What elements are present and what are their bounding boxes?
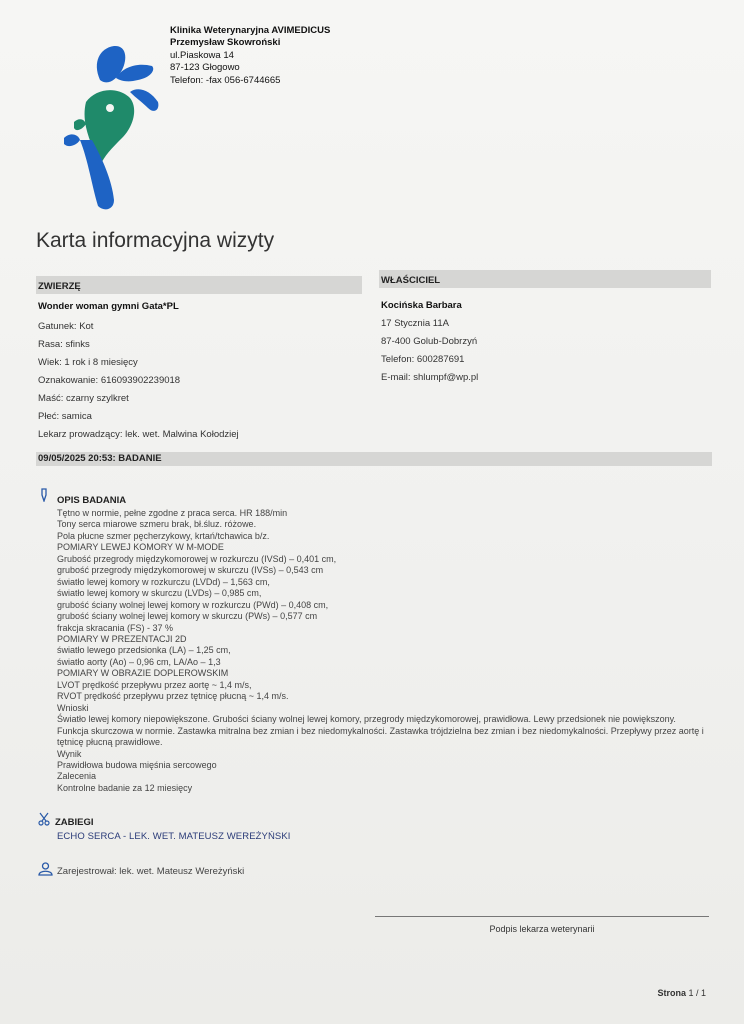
description-body — [57, 508, 707, 794]
owner-phone: Telefon: 600287691 — [381, 354, 465, 365]
description-line: POMIARY LEWEJ KOMORY W M-MODE — [57, 542, 224, 553]
description-line: frakcja skracania (FS) - 37 % — [57, 622, 174, 633]
description-line: grubość przegrody międzykomorowej w skurczu (IVSs) – 0,543 cm — [57, 565, 324, 576]
owner-name: Kocińska Barbara — [381, 300, 462, 311]
animal-vet: Lekarz prowadzący: lek. wet. Malwina Kołodziej — [38, 429, 239, 440]
page-title: Karta informacyjna wizyty — [36, 229, 275, 252]
description-line: LVOT prędkość przepływu przez aortę ~ 1,4 m/s, — [57, 679, 252, 690]
description-title: OPIS BADANIA — [57, 495, 127, 506]
animal-age: Wiek: 1 rok i 8 miesięcy — [38, 357, 138, 368]
description-line: światło lewej komory w rozkurczu (LVDd) – 1,563 cm, — [57, 576, 270, 587]
description-line: Tony serca miarowe szmeru brak, bł.śluz. różowe. — [57, 519, 257, 530]
animal-marking: Oznakowanie: 616093902239018 — [38, 375, 181, 386]
description-line: światło lewego przedsionka (LA) – 1,25 cm, — [57, 645, 231, 656]
animal-species: Gatunek: Kot — [38, 321, 94, 332]
pin-icon — [38, 488, 50, 502]
description-line: Pola płucne szmer pęcherzykowy, krtań/tchawica b/z. — [57, 530, 270, 541]
description-line: Prawidłowa budowa mięśnia sercowego — [57, 759, 217, 770]
description-line: RVOT prędkość przepływu przez tętnicę płucną ~ 1,4 m/s. — [57, 691, 289, 702]
description-line: Kontrolne badanie za 12 miesięcy — [57, 782, 193, 793]
procedures-title: ZABIEGI — [55, 817, 94, 828]
description-line: POMIARY W PREZENTACJI 2D — [57, 633, 187, 644]
description-line: POMIARY W OBRAZIE DOPLEROWSKIM — [57, 668, 229, 679]
visit-header: 09/05/2025 20:53: BADANIE — [36, 452, 712, 466]
description-line: Wynik — [57, 748, 82, 759]
registered-by: Zarejestrował: lek. wet. Mateusz Wereżyński — [57, 866, 245, 877]
clinic-city: 87-123 Głogowo — [170, 62, 240, 74]
description-line: Zalecenia — [57, 771, 97, 782]
page-value: 1 / 1 — [688, 988, 706, 998]
scissors-icon — [38, 812, 50, 826]
procedure-entry: ECHO SERCA - LEK. WET. MATEUSZ WEREŻYŃSKI — [57, 831, 291, 842]
owner-section-header: WŁAŚCICIEL — [379, 270, 711, 288]
clinic-logo — [52, 40, 167, 215]
animal-color: Maść: czarny szylkret — [38, 393, 129, 404]
signature-label: Podpis lekarza weterynarii — [489, 924, 595, 934]
page-number — [657, 988, 706, 998]
owner-city: 87-400 Golub-Dobrzyń — [381, 336, 478, 347]
owner-street: 17 Stycznia 11A — [381, 318, 449, 329]
description-line: światło lewej komory w skurczu (LVDs) – 0,985 cm, — [57, 588, 262, 599]
signature-line — [375, 916, 709, 917]
user-icon — [38, 862, 53, 876]
clinic-header — [170, 25, 330, 87]
owner-email: E-mail: shlumpf@wp.pl — [381, 372, 479, 383]
animal-breed: Rasa: sfinks — [38, 339, 90, 350]
description-line: grubość ściany wolnej lewej komory w skurczu (PWs) – 0,577 cm — [57, 611, 318, 622]
animal-name: Wonder woman gymni Gata*PL — [38, 301, 179, 312]
description-line: Światło lewej komory niepowiększone. Grubości ściany wolnej lewej komory, przegrody międzykomorowej, prawidłowa. Lewy przedsionek nie powiększony. Funkcja skurczowa w normie. Zastawka mitralna bez zmian i bez niedomykalności. Zastawka trójdzielna bez zmian i bez niedomykalności. Przepływy przez aortę i tętnicę płucną prawidłowe. — [57, 714, 704, 748]
animal-section-header: ZWIERZĘ — [36, 276, 362, 294]
clinic-street: ul.Piaskowa 14 — [170, 49, 234, 61]
clinic-owner: Przemysław Skowroński — [170, 37, 281, 49]
description-line: grubość ściany wolnej lewej komory w rozkurczu (PWd) – 0,408 cm, — [57, 599, 329, 610]
animal-sex: Płeć: samica — [38, 411, 92, 422]
clinic-phone: Telefon: -fax 056-6744665 — [170, 74, 281, 86]
page-label: Strona — [657, 988, 686, 998]
clinic-name: Klinika Weterynaryjna AVIMEDICUS — [170, 25, 331, 36]
description-line: Wnioski — [57, 702, 89, 713]
description-line: Grubość przegrody międzykomorowej w rozkurczu (IVSd) – 0,401 cm, — [57, 553, 337, 564]
description-line: światło aorty (Ao) – 0,96 cm, LA/Ao – 1,3 — [57, 656, 221, 667]
description-line: Tętno w normie, pełne zgodne z praca serca. HR 188/min — [57, 508, 288, 518]
